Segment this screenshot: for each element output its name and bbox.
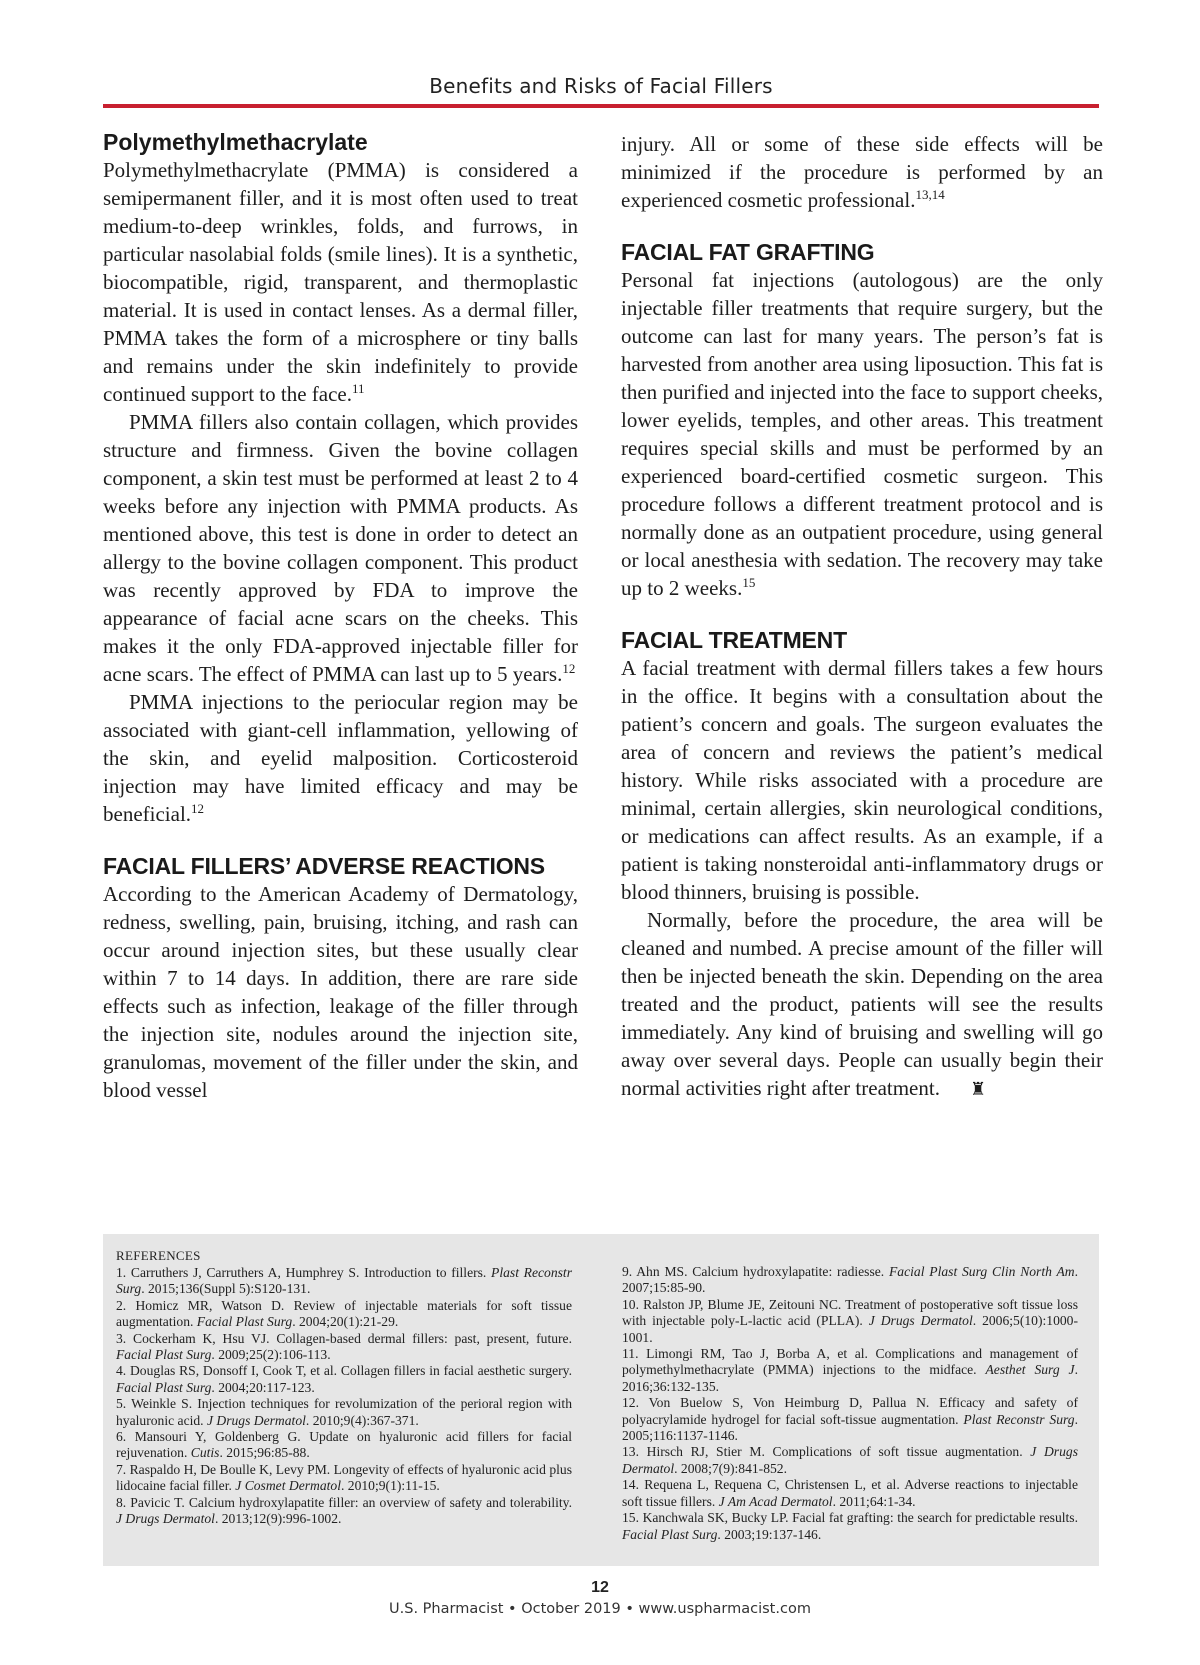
references-column-right [622,1264,1078,1543]
reference-item [116,1265,572,1298]
reference-journal: Facial Plast Surg [116,1379,212,1395]
reference-journal: J Drugs Dermatol [116,1511,215,1527]
adverse-reactions-paragraph: According to the American Academy of Dermatology, redness, swelling, pain, bruising, itching, and rash can occur around injection sites, but these usually clear within 7 to 14 days. In addition, there are rare side effects such as infection, leakage of the filler through the injection site, nodules around the injection site, granulomas, movement of the filler under the skin, and blood vessel [103,882,578,1102]
reference-text: 5. Weinkle S. Injection techniques for revolumization of the perioral region with hyaluronic acid. [116,1396,572,1428]
reference-item [622,1346,1078,1395]
reference-citation: . 2007;15:85-90. [622,1264,1078,1296]
pmma-paragraph-2 [103,408,578,688]
reference-journal: Plast Reconstr Surg [963,1411,1075,1427]
running-title: Benefits and Risks of Facial Fillers [429,74,773,98]
reference-item [622,1444,1078,1477]
reference-citation: . 2004;20:117-123. [211,1379,315,1395]
references-column-left [116,1248,572,1528]
facial-treatment-paragraph-2-text: Normally, before the procedure, the area will be cleaned and numbed. A precise amount of the filler will then be injected beneath the skin. Depending on the area treated and the product, patients will see the results immediately. Any kind of bruising and swelling will go away over several days. People can usually begin their normal activities right after treatment. [621,908,1103,1100]
fat-grafting-paragraph [621,266,1103,602]
reference-journal: J Drugs Dermatol [206,1412,306,1428]
facial-treatment-heading: FACIAL TREATMENT [621,627,847,653]
reference-item [622,1395,1078,1444]
left-column [103,128,578,1104]
reference-citation: . 2011;64:1-34. [832,1493,916,1509]
reference-item [622,1510,1078,1543]
reference-item [116,1363,572,1396]
facial-treatment-paragraph-2 [621,906,1103,1103]
reference-citation: . 2010;9(1):11-15. [340,1478,440,1494]
reference-item [116,1429,572,1462]
reference-journal: Aesthet Surg J [985,1362,1075,1378]
adverse-reactions-heading: FACIAL FILLERS’ ADVERSE REACTIONS [103,853,545,879]
reference-text: 15. Kanchwala SK, Bucky LP. Facial fat grafting: the search for predictable results. [622,1510,1078,1526]
reference-citation: . 2008;7(9):841-852. [674,1460,788,1476]
citation-superscript: 12 [191,801,205,816]
reference-citation: . 2010;9(4):367-371. [305,1412,419,1428]
reference-citation: . 2016;36:132-135. [622,1362,1078,1394]
reference-citation: . 2015;96:85-88. [219,1445,310,1461]
reference-text: 11. Limongi RM, Tao J, Borba A, et al. Complications and management of polymethylmethacrylate (PMMA) injections to the midface. [622,1346,1078,1378]
references-list-left [116,1265,572,1528]
adverse-continued-text: injury. All or some of these side effects will be minimized if the procedure is performed by an experienced cosmetic professional. [621,132,1103,212]
reference-journal: Facial Plast Surg Clin North Am [889,1264,1075,1279]
pmma-paragraph-2-text: PMMA fillers also contain collagen, which provides structure and firmness. Given the bovine collagen component, a skin test must be performed at least 2 to 4 weeks before any injection with PMMA products. As mentioned above, this test is done in order to detect an allergy to the bovine collagen component. This product was recently approved by FDA to improve the appearance of facial acne scars on the cheeks. This makes it the only FDA-approved injectable filler for acne scars. The effect of PMMA can last up to 5 years. [103,410,578,686]
reference-journal: Facial Plast Surg [116,1347,212,1363]
citation-superscript: 15 [742,575,756,590]
page-number: 12 [591,1579,609,1596]
facial-treatment-paragraph-1: A facial treatment with dermal fillers takes a few hours in the office. It begins with a consultation about the patient’s concern and goals. The surgeon evaluates the area of concern and reviews the patient’s medical history. While risks associated with a procedure are minimal, certain allergies, skin neurological conditions, or medications can affect results. As an example, if a patient is taking nonsteroidal anti-inflammatory drugs or blood thinners, bruising is possible. [621,656,1103,904]
reference-item [622,1264,1078,1297]
reference-item [116,1462,572,1495]
pmma-paragraph-1-text: Polymethylmethacrylate (PMMA) is considered a semipermanent filler, and it is most often used to treat medium-to-deep wrinkles, folds, and furrows, in particular nasolabial folds (smile lines). It is a synthetic, biocompatible, rigid, transparent, and thermoplastic material. It is used in contact lenses. As a dermal filler, PMMA takes the form of a microsphere or tiny balls and remains under the skin indefinitely to provide continued support to the face. [103,158,578,406]
adverse-reactions-continued [621,130,1103,214]
fat-grafting-heading: FACIAL FAT GRAFTING [621,239,875,265]
reference-item [622,1477,1078,1510]
right-column [621,130,1103,1103]
reference-journal: Facial Plast Surg [622,1526,718,1542]
reference-citation: . 2004;20(1):21-29. [292,1314,399,1330]
citation-superscript: 11 [352,381,365,396]
reference-journal: J Am Acad Dermatol [718,1493,833,1509]
reference-item [116,1298,572,1331]
reference-citation: . 2013;12(9):996-1002. [214,1511,342,1527]
reference-text: 4. Douglas RS, Donsoff I, Cook T, et al. Collagen fillers in facial aesthetic surgery. [116,1363,572,1379]
reference-item [116,1396,572,1429]
reference-item [116,1331,572,1364]
end-of-article-icon: ♜ [969,1079,987,1099]
reference-item [116,1495,572,1528]
reference-citation: . 2005;116:1137-1146. [622,1411,1078,1444]
references-box [103,1234,1099,1566]
reference-journal: J Drugs Dermatol [622,1444,1078,1476]
citation-superscript: 12 [562,661,576,676]
reference-citation: . 2006;5(10):1000-1001. [622,1313,1078,1345]
fat-grafting-text: Personal fat injections (autologous) are the only injectable filler treatments that require surgery, but the outcome can last for many years. The person’s fat is harvested from another area using liposuction. This fat is then purified and injected into the face to support cheeks, lower eyelids, temples, and other areas. This treatment requires special skills and must be performed by an experienced board-certified cosmetic surgeon. This procedure follows a different treatment protocol and is normally done as an outpatient procedure, using general or local anesthesia with sedation. The recovery may take up to 2 weeks. [621,268,1103,600]
reference-journal: J Cosmet Dermatol [235,1478,341,1494]
references-title: REFERENCES [116,1248,201,1263]
reference-text: 10. Ralston JP, Blume JE, Zeitouni NC. Treatment of postoperative soft tissue loss with injectable poly-L-lactic acid (PLLA). [622,1296,1078,1329]
reference-journal: Cutis [190,1445,220,1461]
reference-text: 6. Mansouri Y, Goldenberg G. Update on hyaluronic acid fillers for facial rejuvenation. [116,1429,572,1461]
reference-text: 7. Raspaldo H, De Boulle K, Levy PM. Longevity of effects of hyaluronic acid plus lidocaine facial filler. [116,1461,572,1494]
reference-text: 2. Homicz MR, Watson D. Review of injectable materials for soft tissue augmentation. [116,1297,572,1330]
reference-citation: . 2003;19:137-146. [717,1526,822,1542]
reference-citation: . 2015;136(Suppl 5):S120-131. [141,1281,311,1297]
pmma-heading: Polymethylmethacrylate [103,129,368,155]
reference-text: 14. Requena L, Requena C, Christensen L, et al. Adverse reactions to injectable soft tissue fillers. [622,1477,1078,1509]
references-list-right [622,1264,1078,1543]
reference-journal: Plast Reconstr Surg [116,1265,572,1297]
citation-superscript: 13,14 [915,187,945,202]
header-rule [103,104,1099,108]
reference-item [622,1297,1078,1346]
reference-journal: J Drugs Dermatol [868,1313,973,1329]
reference-text: 8. Pavicic T. Calcium hydroxylapatite filler: an overview of safety and tolerability. [116,1494,572,1510]
publication-footer: U.S. Pharmacist • October 2019 • www.uspharmacist.com [389,1601,811,1617]
pmma-paragraph-1 [103,156,578,408]
pmma-paragraph-3-text: PMMA injections to the periocular region may be associated with giant-cell inflammation, yellowing of the skin, and eyelid malposition. Corticosteroid injection may have limited efficacy and may be beneficial. [103,690,578,826]
reference-text: 3. Cockerham K, Hsu VJ. Collagen-based dermal fillers: past, present, future. [116,1330,572,1346]
reference-text: 12. Von Buelow S, Von Heimburg D, Pallua N. Efficacy and safety of polyacrylamide hydrogel for facial soft-tissue augmentation. [622,1395,1078,1427]
reference-text: 1. Carruthers J, Carruthers A, Humphrey S. Introduction to fillers. [116,1265,492,1280]
reference-journal: Facial Plast Surg [196,1314,293,1330]
reference-text: 9. Ahn MS. Calcium hydroxylapatite: radiesse. [622,1264,889,1279]
reference-citation: . 2009;25(2):106-113. [211,1347,331,1363]
reference-text: 13. Hirsch RJ, Stier M. Complications of soft tissue augmentation. [622,1444,1031,1460]
pmma-paragraph-3 [103,688,578,828]
